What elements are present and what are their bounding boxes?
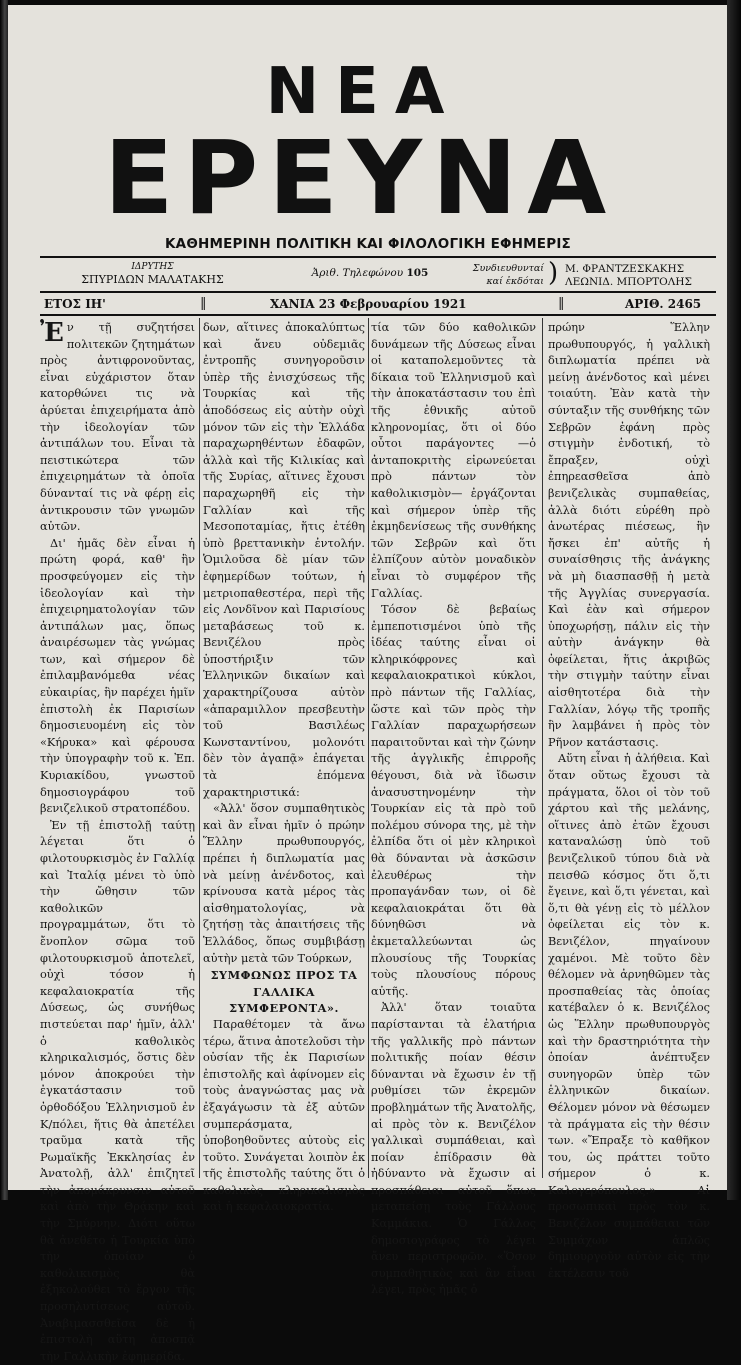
column-divider xyxy=(542,318,543,1178)
editors xyxy=(565,263,715,289)
separator: ‖ xyxy=(200,296,207,311)
rule-top xyxy=(40,256,716,258)
paragraph: Ἀλλ' ὅταν τοιαῦτα παρίστανται τὰ ἐλατήρια τῆς γαλλικῆς πρὸ πάντων πολιτικῆς ποίαν θέσιν δύνανται νὰ ἔχωσιν ἐν τῇ ρυθμίσει τῶν ἐκρεμῶν προβλημάτων τῆς Ἀνατολῆς, αἱ πρὸς τὸν κ. Βενιζέλον γαλλικαὶ συμπάθειαι, καὶ ποίαν ἐπίδρασιν θὰ ἠδύναντο νὰ ἔχωσιν αἱ προσπάθειαι αὐτοῦ ὅπως μεταπείσῃ τοὺς Γάλλους Καμμάκια. Ὁ Γάλλος δημοσιογράφος τὸ λέγει ἄνευ περιστροφῶν. «Ὅσον συμπαθητικὸς καὶ ἂν εἶναι λέγει, πρὸς ἡμᾶς ὁ xyxy=(371,1001,536,1297)
article-column-3 xyxy=(371,320,536,1297)
column-divider xyxy=(368,318,369,1178)
article-column-4 xyxy=(548,320,710,1280)
scan-edge xyxy=(727,0,741,1200)
directors-label xyxy=(466,262,544,288)
paragraph xyxy=(40,320,195,536)
masthead-title-line2: ΕΡΕΥΝΑ xyxy=(103,119,617,238)
directors-label-1: Συνδιευθυνταί xyxy=(472,263,544,274)
paragraph: δων, αἵτινες ἀποκαλύπτως καὶ ἄνευ οὐδεμιᾶς ἐντροπῆς συνηγοροῦσιν ὑπὲρ τῆς ἐνισχύσεως τῆς Τουρκίας καὶ τῆς ἀποδόσεως εἰς αὐτὴν οὐχὶ μόνον τῶν εἰς τὴν Ἑλλάδα παραχωρηθέντων ἐδαφῶν, ἀλλὰ καὶ τῆς Κιλικίας καὶ τῆς Συρίας, αἵτινες ἔχουσι παραχωρηθῆ εἰς τὴν Γαλλίαν καὶ τῆς Μεσοποταμίας, ἥτις ἐτέθη ὑπὸ βρεττανικὴν ἐντολήν. Ὁμιλοῦσα δὲ μίαν τῶν ἐφημερίδων τούτων, ἡ μετριοπαθεστέρα, περὶ τῆς εἰς Λονδῖνον καὶ Παρισίους μεταβάσεως τοῦ κ. Βενιζέλου πρὸς ὑποστήριξιν τῶν Ἑλληνικῶν δικαίων καὶ χαρακτηρίζουσα αὐτὸν «ἀπαραμιλλον πρεσβευτὴν τοῦ Βασιλέως Κωνσταντίνου, μολονότι δὲν τὸν ἀγαπᾷ» ἐπάγεται τὰ ἑπόμενα χαρακτηριστικά: xyxy=(203,321,365,799)
paragraph: Αὕτη εἶναι ἡ ἀλήθεια. Καὶ ὅταν οὕτως ἔχουσι τὰ πράγματα, ὅλοι οἱ τὸν τοῦ χάρτου καὶ τῆς μελάνης, οἵτινες ἀπὸ ἐτῶν ἔχουσι καταναλώσῃ ὑπὸ τοῦ βενιζελικοῦ τύπου διὰ νὰ πεισθῶ κόσμος ὅτι ὅ,τι ἔγεινε, καὶ ὅ,τι γένεται, καὶ ὅ,τι θὰ γένῃ εἰς τὸ μέλλον ὀφείλεται εἰς τὸν κ. Βενιζέλον, πηγαίνουν χαμένοι. Μὲ τοῦτο δὲν θέλομεν νὰ ἀρνηθῶμεν τὰς προσπαθείας τὰς ὁποίας κατέβαλεν ὁ κ. Βενιζέλος ὡς Ἕλλην πρωθυπουργὸς καὶ τὴν δραστηριότητα τὴν ὁποίαν ἀνέπτυξεν συνηγορῶν ὑπὲρ τῶν ἑλληνικῶν δικαίων. Θέλομεν μόνον νὰ θέσωμεν τὰ πράγματα εἰς τὴν θέσιν των. «Ἔπραξε τὸ καθῆκον του, ὡς πράττει τοῦτο σήμερον ὁ κ. Καλογερόπουλος.» Αἱ προσωπικαὶ πρὸς τὸν κ. Βενιζέλον συμπάθειαι τῶν Συμμάχων ἁπλῶς δημιουργοῦν αὐτὸν εἰς τὴν ἐκτέλεσιν τοῦ xyxy=(548,752,710,1280)
article-column-1 xyxy=(40,318,195,1363)
separator: ‖ xyxy=(558,296,565,311)
founder-label: ΙΔΡΥΤΗΣ xyxy=(131,262,174,272)
article-column-2 xyxy=(203,320,365,1214)
paragraph: τία τῶν δύο καθολικῶν δυνάμεων τῆς Δύσεως εἶναι οἱ καταπολεμοῦντες τὰ δίκαια τοῦ Ἑλληνισμοῦ καὶ τὴν ἀποκατάστασιν του ἐπὶ τῆς ἐθνικῆς αὐτοῦ κληρονομίας, ὅτι οἱ δύο οὗτοι παράγοντες —ὁ ἀνταποκριτὴς εἰρωνεύεται πρὸ πάντων τὸν καθολικισμὸν— ἐργάζονται καὶ σήμερον ὑπὲρ τῆς ἐκμηδενίσεως τῆς συνθήκης τῶν Σεβρῶν καὶ ὅτι ἐλπίζουν αὐτὸν μοναδικὸν εἶναι τὸ συμφέρον τῆς Γαλλίας. xyxy=(371,321,536,600)
paragraph: Τόσον δὲ βεβαίως ἐμπεποτισμένοι ὑπὸ τῆς ἰδέας ταύτης εἶναι οἱ κληρικόφρονες καὶ κεφαλαιοκρατικοὶ κύκλοι, πρὸ πάντων τῆς Γαλλίας, ὥστε καὶ τῶν πρὸς τὴν Γαλλίαν παραχωρήσεων παραιτοῦνται καὶ τὴν ζώνην τῆς ἀγγλικῆς ἐπιρροῆς θέγουσι, διὰ νὰ ἴδωσιν ἀνασυστηνομένην τὴν Τουρκίαν εἰς τὰ πρὸ τοῦ πολέμου σύνορα της, μὲ τὴν ἐλπίδα ὅτι οἱ μὲν κληρικοὶ θὰ δύνανται νὰ ἀσκῶσιν ἐλευθέρως τὴν προπαγάνδαν των, οἱ δὲ κεφαλαιοκράται ὅτι θὰ δύνηθῶσι νὰ ἐκμεταλλεύωνται ὡς πλουσίους τῆς Τουρκίας τοὺς πλουσίους πόρους αὐτῆς. xyxy=(371,603,536,998)
directors-label-2: καί ἐκδόται xyxy=(486,276,544,287)
paragraph: «Ἀλλ' ὅσον συμπαθητικὸς καὶ ἂν εἶναι ἡμῖν ὁ πρώην Ἕλλην πρωθυπουργός, πρέπει ἡ διπλωματία μας νὰ μείνῃ ἀνένδοτος, καὶ κρίνουσα κατὰ μέρος τὰς αἰσθηματολογίας, νὰ ζητήσῃ τὰς ἀπαιτήσεις τῆς Ἑλλάδος, ὅπως συμβιβάσῃ αὐτὴν μετὰ τῶν Τούρκων, xyxy=(203,802,365,965)
paragraph: Δι' ἡμᾶς δὲν εἶναι ἡ πρώτη φορά, καθ' ἣν προσφεύγομεν εἰς τὴν ἰδεολογίαν καὶ τὴν ἐπιχειρηματολογίαν τῶν ἀντιπάλων μας, ὅπως ἀναιρέσωμεν τὰς γνώμας των, καὶ σήμερον δὲ ἐπιλαμβανόμεθα νέας εὐκαιρίας, ἣν παρέχει ἡμῖν ἐπιστολὴ ἐκ Παρισίων δημοσιευομένη εἰς τὸν «Κήρυκα» καὶ φέρουσα τὴν ὑπογραφὴν τοῦ κ. Ἐπ. Κυριακίδου, γνωστοῦ δημοσιογράφου τοῦ βενιζελικοῦ στρατοπέδου. xyxy=(40,536,195,816)
emphasis-heading: ΣΥΜΦΩΝΩΣ ΠΡΟΣ ΤΑ ΓΑΛΛΙΚΑ ΣΥΜΦΕΡΟΝΤΑ». xyxy=(210,968,358,1016)
issue-number: ΑΡΙΘ. 2465 xyxy=(625,297,702,311)
rule-mid xyxy=(40,291,716,293)
paragraph: Παραθέτομεν τὰ ἄνω τέρω, ἅτινα ἀποτελοῦσι τὴν οὐσίαν τῆς ἐκ Παρισίων ἐπιστολῆς καὶ ἀφίνομεν εἰς τοὺς ἀναγνώστας μας νὰ ἐξαγάγωσιν τὰ ἐξ αὐτῶν συμπεράσματα, ὑποβοηθοῦντες αὐτοὺς εἰς τοῦτο. Συνάγεται λοιπὸν ἐκ τῆς ἐπιστολῆς ταύτης ὅτι ὁ καθολικὸς κληρικαλισμὸς καὶ ἡ κεφαλαιοκρατία. xyxy=(203,1017,365,1214)
masthead-subtitle: ΚΑΘΗΜΕΡΙΝΗ ΠΟΛΙΤΙΚΗ ΚΑΙ ΦΙΛΟΛΟΓΙΚΗ ΕΦΗΜΕΡΙΣ xyxy=(165,236,571,252)
phone-info xyxy=(270,267,470,280)
paragraph: Ἐν τῇ ἐπιστολῇ ταύτῃ λέγεται ὅτι ὁ φιλοτουρκισμὸς ἐν Γαλλίᾳ καὶ Ἰταλίᾳ μένει τὸ ὑπὸ τὴν ὤθησιν τῶν καθολικῶν προγραμμάτων, ὅτι τὸ ἔνοπλον σῶμα τοῦ φιλοτουρκισμοῦ ἀποτελεῖ, οὐχὶ τόσον ἡ κεφαλαιοκρατία τῆς Δύσεως, ὡς συνήθως πιστεύεται παρ' ἡμῖν, ἀλλ' ὁ καθολικὸς κληρικαλισμός, ὅστις δὲν μόνον ἀποκρούει τὴν ἐγκατάστασιν τοῦ ὀρθοδόξου Ἑλληνισμοῦ ἐν Κ/πόλει, ἥτις θὰ ἀπετέλει τραῦμα κατὰ τῆς Ρωμαϊκῆς Ἐκκλησίας ἐν Ἀνατολῇ, ἀλλ' ἐπιζητεῖ τὴν ἀπομάκρυνσιν αὐτοῦ καὶ ἀπὸ τὴν Θρᾴκην καὶ τὴν Σμύρνην. Διότι οὕτω θὰ ἀνεθέτο ἡ Τουρκία ὑπὸ τὴν ὁποίαν ὁ καθολικισμὸς θὰ ἐξηκολούθει τὸ ἔργον τῆς προσηλυτίσεως αὐτοῦ. Ἀναβιμασσθεῖσα δὲ ἡ ἐπιστολὴ αὕτη ἀποσπᾷ τὴν Γαλλικὴν ἐφημερίδα. xyxy=(40,818,195,1363)
phone-number: 105 xyxy=(406,267,429,279)
rule-bottom xyxy=(40,314,716,316)
editor-1: Μ. ΦΡΑΝΤΖΕΣΚΑΚΗΣ xyxy=(565,263,685,275)
paragraph: πρώην Ἕλλην πρωθυπουργός, ἡ γαλλικὴ διπλωματία πρέπει νὰ μείνῃ ἀνένδοτος καὶ μένει τοιαύτη. Ἐὰν κατὰ τὴν σύνταξιν τῆς συνθήκης τῶν Σεβρῶν ἐφάνη πρὸς στιγμὴν ἐνδοτική, τὸ ἔπραξεν, οὐχὶ ἐπηρεασθεῖσα ἀπὸ βενιζελικὰς συμπαθείας, ἀλλὰ διότι εὑρέθη πρὸ ἀνωτέρας πιέσεως, ἣν ἤσκει ἐπ' αὐτῆς ἡ συναίσθησις τῆς ἀνάγκης νὰ μὴ διασπασθῇ ἡ μετὰ τῆς Ἀγγλίας συνεργασία. Καὶ ἐὰν καὶ σήμερον ὑποχωρήσῃ, πάλιν εἰς τὴν αὐτὴν ἀνάγκην θὰ ὀφείλεται, ἥτις ἀκριβῶς τὴν στιγμὴν ταύτην εἶναι αἰσθητοτέρα διὰ τὴν Γαλλίαν, λόγῳ τῆς τροπῆς ἣν λαμβάνει ἡ πρὸς τὸν Ρῆνον κατάστασις. xyxy=(548,321,710,749)
column-divider xyxy=(199,318,200,1178)
binding-edge xyxy=(0,0,8,1200)
masthead-title-line1: ΝΕΑ xyxy=(265,55,461,129)
paragraph-text: ν τῇ συζητήσει πολιτεκῶν ζητημάτων πρὸς ἀντιφρονοῦντας, εἶναι εὐχάριστον ὅταν κατορθώνει τις νὰ ἀρύεται ἐπιχειρήματα ἀπὸ τὴν ἰδεολογίαν τῶν ἀντιπάλων του. Εἶναι τὰ πειστικώτερα τῶν ἐπιχειρημάτων τὰ ὁποῖα δύνανταί τις νὰ φέρῃ εἰς ἀντικρουσιν τῶν γνωμῶν αὐτῶν. xyxy=(40,321,195,534)
founder-name: ΣΠΥΡΙΔΩΝ ΜΑΛΑΤΑΚΗΣ xyxy=(81,273,224,286)
brace-glyph: ) xyxy=(548,258,559,288)
drop-cap: Ἐ xyxy=(40,318,64,348)
place-date: ΧΑΝΙΑ 23 Φεβρουαρίου 1921 xyxy=(270,297,467,311)
phone-label: Ἀριθ. Τηλεφώνου xyxy=(311,267,404,279)
editor-2: ΛΕΩΝΙΔ. ΜΠΟΡΤΟΛΗΣ xyxy=(565,276,692,288)
year-label: ΕΤΟΣ ΙΗ' xyxy=(44,297,106,311)
